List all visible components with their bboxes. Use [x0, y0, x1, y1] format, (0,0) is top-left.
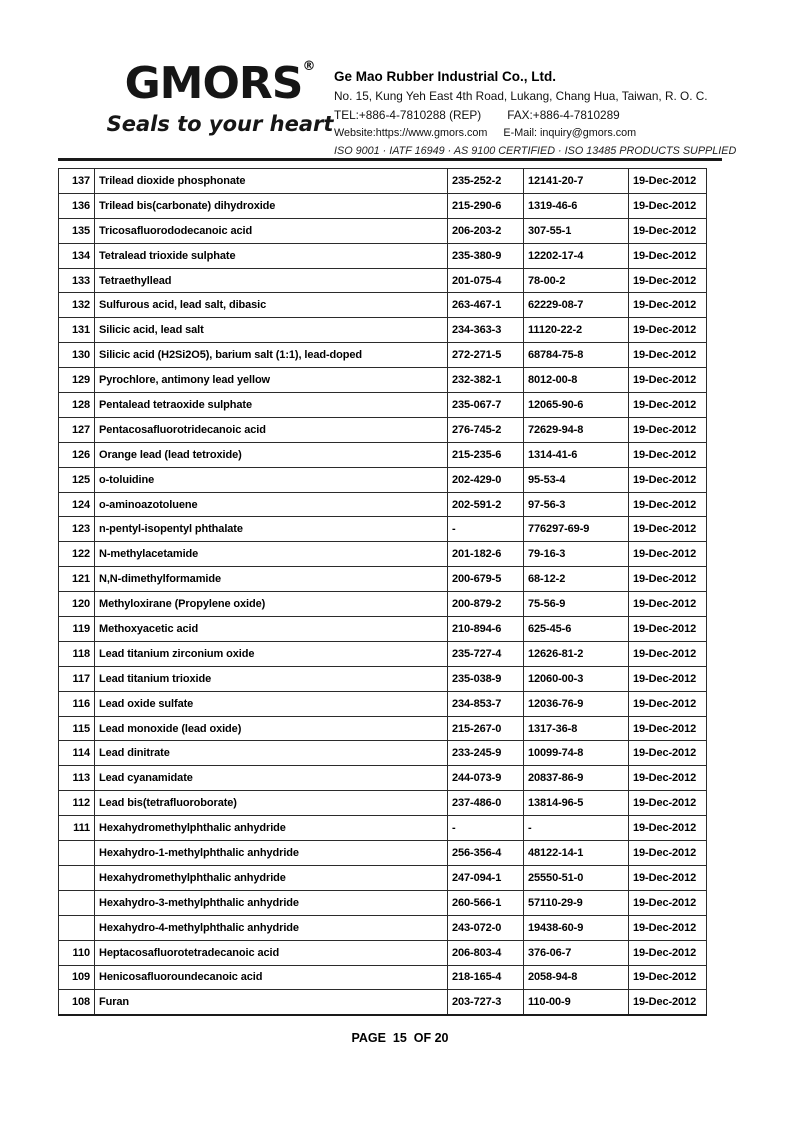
cell-cas: 1314-41-6 — [524, 442, 629, 467]
cell-date: 19-Dec-2012 — [629, 442, 707, 467]
cell-name: Orange lead (lead tetroxide) — [95, 442, 448, 467]
cell-ec: 272-271-5 — [448, 343, 524, 368]
cell-no: 130 — [59, 343, 95, 368]
cell-ec: 237-486-0 — [448, 791, 524, 816]
cell-date: 19-Dec-2012 — [629, 169, 707, 194]
cell-no: 136 — [59, 193, 95, 218]
tel-number: TEL:+886-4-7810288 (REP) — [334, 108, 482, 122]
cell-cas: 68-12-2 — [524, 567, 629, 592]
cell-cas: 97-56-3 — [524, 492, 629, 517]
cell-cas: 72629-94-8 — [524, 417, 629, 442]
cell-cas: 62229-08-7 — [524, 293, 629, 318]
table-row — [59, 716, 707, 741]
table-row — [59, 343, 707, 368]
cell-ec: 206-803-4 — [448, 940, 524, 965]
cell-no: 132 — [59, 293, 95, 318]
table-row — [59, 268, 707, 293]
fax-number: FAX:+886-4-7810289 — [507, 108, 620, 122]
cell-cas: 95-53-4 — [524, 467, 629, 492]
cell-no: 118 — [59, 641, 95, 666]
cell-name: Silicic acid, lead salt — [95, 318, 448, 343]
cell-no: 108 — [59, 990, 95, 1015]
cell-date: 19-Dec-2012 — [629, 243, 707, 268]
table-row — [59, 617, 707, 642]
cell-cas: 307-55-1 — [524, 218, 629, 243]
cell-date: 19-Dec-2012 — [629, 617, 707, 642]
cell-date: 19-Dec-2012 — [629, 691, 707, 716]
logo-text: GMORS — [124, 58, 303, 109]
table-row — [59, 417, 707, 442]
cell-ec: 206-203-2 — [448, 218, 524, 243]
cell-date: 19-Dec-2012 — [629, 741, 707, 766]
cell-date: 19-Dec-2012 — [629, 218, 707, 243]
cell-name: Hexahydro-1-methylphthalic anhydride — [95, 841, 448, 866]
cell-ec: 235-252-2 — [448, 169, 524, 194]
cell-date: 19-Dec-2012 — [629, 467, 707, 492]
web-email-line — [334, 127, 754, 139]
cell-name: Methoxyacetic acid — [95, 617, 448, 642]
cell-cas: 75-56-9 — [524, 592, 629, 617]
table-row — [59, 368, 707, 393]
cell-name: Trilead dioxide phosphonate — [95, 169, 448, 194]
table-row — [59, 741, 707, 766]
table-row — [59, 965, 707, 990]
cell-ec: 200-679-5 — [448, 567, 524, 592]
cell-no: 129 — [59, 368, 95, 393]
cell-no: 135 — [59, 218, 95, 243]
cell-name: Pyrochlore, antimony lead yellow — [95, 368, 448, 393]
cell-name: N-methylacetamide — [95, 542, 448, 567]
cell-date: 19-Dec-2012 — [629, 417, 707, 442]
cell-no: 123 — [59, 517, 95, 542]
table-row — [59, 243, 707, 268]
cell-ec: 203-727-3 — [448, 990, 524, 1015]
cell-no — [59, 841, 95, 866]
cell-name: Lead bis(tetrafluoroborate) — [95, 791, 448, 816]
cell-cas: 776297-69-9 — [524, 517, 629, 542]
cell-cas: 11120-22-2 — [524, 318, 629, 343]
cell-name: Tetralead trioxide sulphate — [95, 243, 448, 268]
cell-name: Lead cyanamidate — [95, 766, 448, 791]
website-url: Website:https://www.gmors.com — [334, 127, 488, 139]
cell-date: 19-Dec-2012 — [629, 492, 707, 517]
cell-ec: 256-356-4 — [448, 841, 524, 866]
table-row — [59, 193, 707, 218]
cell-no: 109 — [59, 965, 95, 990]
page-number-footer: PAGE 15 OF 20 — [351, 1031, 449, 1045]
table-row — [59, 890, 707, 915]
cell-date: 19-Dec-2012 — [629, 343, 707, 368]
cell-name: Trilead bis(carbonate) dihydroxide — [95, 193, 448, 218]
cell-date: 19-Dec-2012 — [629, 841, 707, 866]
table-row — [59, 517, 707, 542]
cell-name: Hexahydromethylphthalic anhydride — [95, 865, 448, 890]
cell-name: Pentalead tetraoxide sulphate — [95, 393, 448, 418]
cell-no: 127 — [59, 417, 95, 442]
cell-cas: 2058-94-8 — [524, 965, 629, 990]
cell-no: 124 — [59, 492, 95, 517]
cell-cas: 79-16-3 — [524, 542, 629, 567]
cell-name: Henicosafluoroundecanoic acid — [95, 965, 448, 990]
substance-table — [58, 168, 707, 1016]
cell-ec: 200-879-2 — [448, 592, 524, 617]
cell-name: Heptacosafluorotetradecanoic acid — [95, 940, 448, 965]
cell-cas: 25550-51-0 — [524, 865, 629, 890]
table-row — [59, 791, 707, 816]
cell-ec: 234-853-7 — [448, 691, 524, 716]
cell-date: 19-Dec-2012 — [629, 990, 707, 1015]
cell-no — [59, 890, 95, 915]
cell-date: 19-Dec-2012 — [629, 965, 707, 990]
table-row — [59, 691, 707, 716]
certifications-line: ISO 9001 · IATF 16949 · AS 9100 CERTIFIED · ISO 13485 PRODUCTS SUPPLIED — [334, 145, 737, 157]
header-divider — [58, 158, 722, 161]
table-row — [59, 766, 707, 791]
cell-name: Methyloxirane (Propylene oxide) — [95, 592, 448, 617]
cell-cas: 110-00-9 — [524, 990, 629, 1015]
cell-ec: 234-363-3 — [448, 318, 524, 343]
table-row — [59, 442, 707, 467]
cell-no: 120 — [59, 592, 95, 617]
substance-table-body — [59, 169, 707, 1016]
table-row — [59, 666, 707, 691]
cell-name: o-aminoazotoluene — [95, 492, 448, 517]
cell-ec: 276-745-2 — [448, 417, 524, 442]
cell-cas: 625-45-6 — [524, 617, 629, 642]
cell-no: 112 — [59, 791, 95, 816]
cell-name: Hexahydromethylphthalic anhydride — [95, 816, 448, 841]
logo-tagline: Seals to your heart — [106, 112, 334, 136]
cell-cas: 12065-90-6 — [524, 393, 629, 418]
company-name: Ge Mao Rubber Industrial Co., Ltd. — [334, 69, 557, 84]
cell-no: 133 — [59, 268, 95, 293]
cell-name: Lead titanium zirconium oxide — [95, 641, 448, 666]
cell-date: 19-Dec-2012 — [629, 915, 707, 940]
table-row — [59, 940, 707, 965]
cell-no: 134 — [59, 243, 95, 268]
cell-name: Hexahydro-4-methylphthalic anhydride — [95, 915, 448, 940]
company-address: No. 15, Kung Yeh East 4th Road, Lukang, Chang Hua, Taiwan, R. O. C. — [334, 89, 708, 103]
email-address: E-Mail: inquiry@gmors.com — [503, 127, 637, 139]
table-row — [59, 841, 707, 866]
table-row — [59, 467, 707, 492]
table-row — [59, 990, 707, 1015]
cell-ec: 215-235-6 — [448, 442, 524, 467]
cell-name: Tricosafluorododecanoic acid — [95, 218, 448, 243]
cell-ec: 247-094-1 — [448, 865, 524, 890]
cell-ec: 235-727-4 — [448, 641, 524, 666]
cell-date: 19-Dec-2012 — [629, 666, 707, 691]
cell-date: 19-Dec-2012 — [629, 791, 707, 816]
cell-no: 113 — [59, 766, 95, 791]
cell-ec: 201-075-4 — [448, 268, 524, 293]
cell-date: 19-Dec-2012 — [629, 393, 707, 418]
company-logo — [100, 60, 340, 136]
cell-date: 19-Dec-2012 — [629, 567, 707, 592]
cell-ec: 233-245-9 — [448, 741, 524, 766]
cell-cas: 376-06-7 — [524, 940, 629, 965]
cell-name: Lead oxide sulfate — [95, 691, 448, 716]
cell-cas: 20837-86-9 — [524, 766, 629, 791]
cell-ec: 218-165-4 — [448, 965, 524, 990]
cell-name: N,N-dimethylformamide — [95, 567, 448, 592]
table-row — [59, 492, 707, 517]
cell-ec: 232-382-1 — [448, 368, 524, 393]
table-row — [59, 865, 707, 890]
cell-cas: 1317-36-8 — [524, 716, 629, 741]
cell-ec: 263-467-1 — [448, 293, 524, 318]
cell-cas: 8012-00-8 — [524, 368, 629, 393]
cell-date: 19-Dec-2012 — [629, 641, 707, 666]
cell-cas: 12060-00-3 — [524, 666, 629, 691]
cell-no: 122 — [59, 542, 95, 567]
cell-name: Lead monoxide (lead oxide) — [95, 716, 448, 741]
cell-date: 19-Dec-2012 — [629, 368, 707, 393]
cell-ec: 215-290-6 — [448, 193, 524, 218]
cell-cas: 19438-60-9 — [524, 915, 629, 940]
cell-date: 19-Dec-2012 — [629, 816, 707, 841]
cell-name: Sulfurous acid, lead salt, dibasic — [95, 293, 448, 318]
cell-ec: 243-072-0 — [448, 915, 524, 940]
cell-cas: 78-00-2 — [524, 268, 629, 293]
cell-ec: 235-380-9 — [448, 243, 524, 268]
cell-ec: 215-267-0 — [448, 716, 524, 741]
cell-date: 19-Dec-2012 — [629, 940, 707, 965]
cell-no: 128 — [59, 393, 95, 418]
cell-date: 19-Dec-2012 — [629, 318, 707, 343]
table-row — [59, 567, 707, 592]
cell-cas: 48122-14-1 — [524, 841, 629, 866]
cell-date: 19-Dec-2012 — [629, 766, 707, 791]
cell-no: 111 — [59, 816, 95, 841]
cell-date: 19-Dec-2012 — [629, 716, 707, 741]
table-row — [59, 542, 707, 567]
logo-wordmark — [100, 58, 340, 109]
cell-name: n-pentyl-isopentyl phthalate — [95, 517, 448, 542]
cell-name: Lead titanium trioxide — [95, 666, 448, 691]
cell-no: 137 — [59, 169, 95, 194]
cell-date: 19-Dec-2012 — [629, 268, 707, 293]
table-row — [59, 393, 707, 418]
cell-date: 19-Dec-2012 — [629, 890, 707, 915]
table-row — [59, 218, 707, 243]
cell-no: 131 — [59, 318, 95, 343]
table-row — [59, 816, 707, 841]
table-row — [59, 915, 707, 940]
cell-date: 19-Dec-2012 — [629, 517, 707, 542]
cell-ec: 202-429-0 — [448, 467, 524, 492]
cell-cas: 57110-29-9 — [524, 890, 629, 915]
cell-name: o-toluidine — [95, 467, 448, 492]
cell-name: Hexahydro-3-methylphthalic anhydride — [95, 890, 448, 915]
cell-date: 19-Dec-2012 — [629, 193, 707, 218]
cell-no: 117 — [59, 666, 95, 691]
cell-date: 19-Dec-2012 — [629, 542, 707, 567]
cell-no: 110 — [59, 940, 95, 965]
table-row — [59, 318, 707, 343]
cell-no: 119 — [59, 617, 95, 642]
cell-name: Lead dinitrate — [95, 741, 448, 766]
cell-no: 115 — [59, 716, 95, 741]
cell-cas: 12626-81-2 — [524, 641, 629, 666]
cell-ec: 260-566-1 — [448, 890, 524, 915]
cell-name: Furan — [95, 990, 448, 1015]
cell-ec: - — [448, 517, 524, 542]
cell-no: 116 — [59, 691, 95, 716]
cell-date: 19-Dec-2012 — [629, 592, 707, 617]
cell-cas: - — [524, 816, 629, 841]
cell-name: Silicic acid (H2Si2O5), barium salt (1:1), lead-doped — [95, 343, 448, 368]
company-info — [334, 69, 754, 157]
cell-cas: 68784-75-8 — [524, 343, 629, 368]
cell-date: 19-Dec-2012 — [629, 865, 707, 890]
cell-ec: 235-067-7 — [448, 393, 524, 418]
cell-no: 126 — [59, 442, 95, 467]
table-row — [59, 592, 707, 617]
table-row — [59, 641, 707, 666]
cell-date: 19-Dec-2012 — [629, 293, 707, 318]
registered-trademark-icon: ® — [302, 59, 316, 74]
cell-ec: 244-073-9 — [448, 766, 524, 791]
cell-no — [59, 865, 95, 890]
cell-cas: 12202-17-4 — [524, 243, 629, 268]
cell-cas: 1319-46-6 — [524, 193, 629, 218]
cell-ec: 210-894-6 — [448, 617, 524, 642]
cell-no: 125 — [59, 467, 95, 492]
cell-no: 114 — [59, 741, 95, 766]
table-row — [59, 169, 707, 194]
cell-name: Tetraethyllead — [95, 268, 448, 293]
cell-ec: 202-591-2 — [448, 492, 524, 517]
cell-ec: 235-038-9 — [448, 666, 524, 691]
cell-no: 121 — [59, 567, 95, 592]
tel-fax-line — [334, 108, 754, 122]
cell-ec: 201-182-6 — [448, 542, 524, 567]
cell-cas: 13814-96-5 — [524, 791, 629, 816]
table-row — [59, 293, 707, 318]
cell-name: Pentacosafluorotridecanoic acid — [95, 417, 448, 442]
cell-ec: - — [448, 816, 524, 841]
cell-cas: 12036-76-9 — [524, 691, 629, 716]
cell-no — [59, 915, 95, 940]
cell-cas: 10099-74-8 — [524, 741, 629, 766]
cell-cas: 12141-20-7 — [524, 169, 629, 194]
